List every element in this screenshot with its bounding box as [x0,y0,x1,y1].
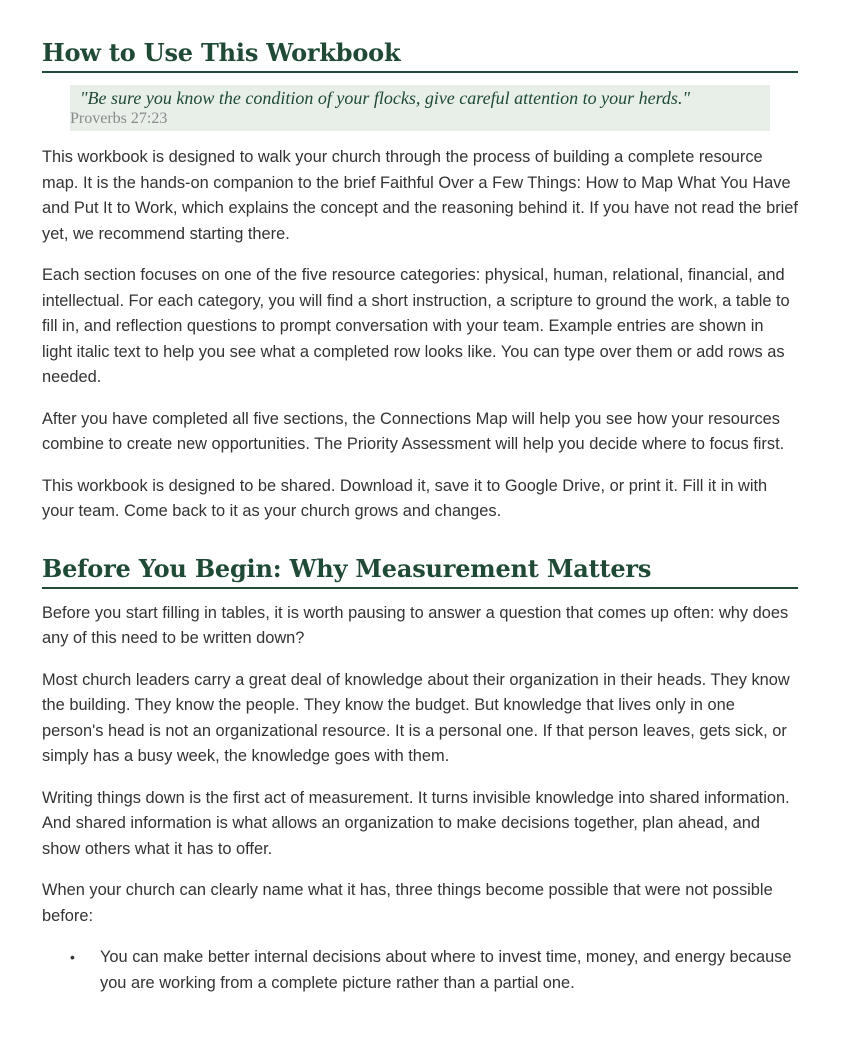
paragraph-section-overview: Each section focuses on one of the five resource categories: physical, human, relational, financial, and intellectual. For each category, you will find a short instruction, a scripture to ground the work, a table to fill in, and reflection questions to prompt conversation with your team. Example entries are shown in light italic text to help you see what a completed row looks like. You can type over them or add rows as needed. [42,266,790,386]
scripture-quote-block [70,85,770,131]
paragraph-sharing: This workbook is designed to be shared. Download it, save it to Google Drive, or print it. Fill it in with your team. Come back to it as your church grows and changes. [42,476,768,520]
paragraph-why-written: Before you start filling in tables, it is worth pausing to answer a question that comes up often: why does any of this need to be written down? [42,603,789,647]
scripture-quote-text: "Be sure you know the condition of your flocks, give careful attention to your herds." [80,88,690,108]
paragraph-connections-map: After you have completed all five sections, the Connections Map will help you see how your resources combine to create new opportunities. The Priority Assessment will help you decide where to focus first. [42,409,785,453]
paragraph-workbook-purpose: This workbook is designed to walk your church through the process of building a complete resource map. It is the hands-on companion to the brief Faithful Over a Few Things: How to Map What You Have and Put It to Work, which explains the concept and the reasoning behind it. If you have not read the brief yet, we recommend starting there. [42,148,798,243]
list-item [42,945,798,996]
section-heading-why-measurement: Before You Begin: Why Measurement Matters [42,554,798,589]
workbook-page [42,0,798,996]
list-item-text: You can make better internal decisions about where to invest time, money, and energy because you are working from a complete picture rather than a partial one. [100,948,792,992]
paragraph-three-things: When your church can clearly name what it has, three things become possible that were not possible before: [42,881,773,925]
bullet-icon: • [70,949,75,965]
benefits-list [42,945,798,996]
section-heading-how-to-use: How to Use This Workbook [42,38,798,73]
paragraph-leader-knowledge: Most church leaders carry a great deal of knowledge about their organization in their heads. They know the building. They know the people. They know the budget. But knowledge that lives only in one person's head is not an organizational resource. It is a personal one. If that person leaves, gets sick, or simply has a busy week, the knowledge goes with them. [42,670,790,765]
scripture-citation: Proverbs 27:23 [70,110,168,127]
paragraph-first-act: Writing things down is the first act of measurement. It turns invisible knowledge into shared information. And shared information is what allows an organization to make decisions together, plan ahead, and show others what it has to offer. [42,788,790,858]
